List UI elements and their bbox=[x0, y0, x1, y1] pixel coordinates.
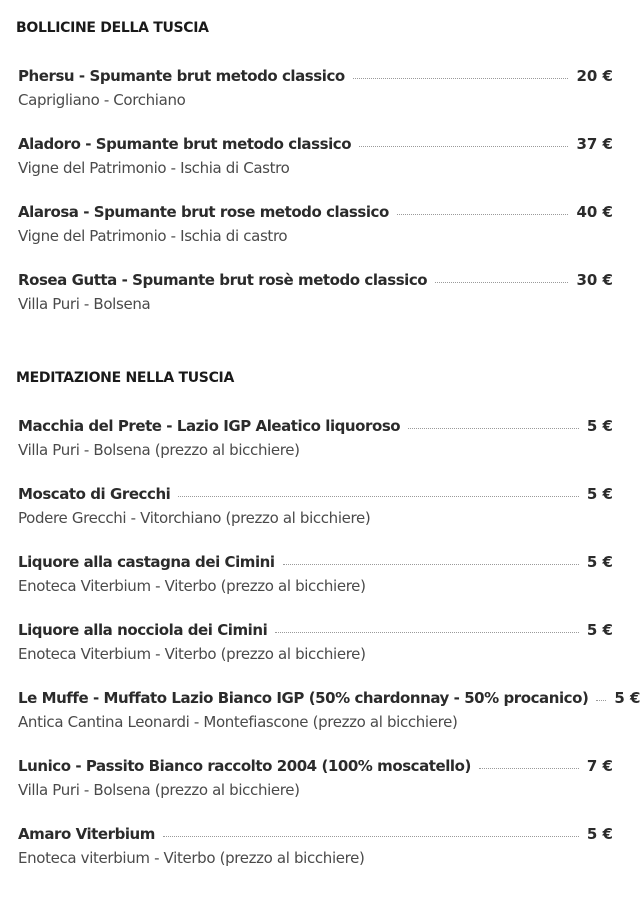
item-name: Lunico - Passito Bianco raccolto 2004 (100% moscatello) bbox=[18, 757, 471, 775]
menu-item bbox=[18, 621, 613, 689]
item-price: 5 € bbox=[614, 689, 640, 707]
meditazione-list bbox=[18, 417, 640, 893]
dotted-leader bbox=[408, 428, 579, 429]
item-name: Alarosa - Spumante brut rose metodo classico bbox=[18, 203, 389, 221]
item-origin: Antica Cantina Leonardi - Montefiascone (prezzo al bicchiere) bbox=[18, 713, 458, 731]
item-name: Le Muffe - Muffato Lazio Bianco IGP (50% chardonnay - 50% procanico) bbox=[18, 689, 589, 707]
item-origin: Enoteca viterbium - Viterbo (prezzo al bicchiere) bbox=[18, 849, 365, 867]
item-price: 5 € bbox=[586, 825, 613, 843]
menu-item bbox=[18, 757, 613, 825]
item-name: Phersu - Spumante brut metodo classico bbox=[18, 67, 345, 85]
item-origin: Villa Puri - Bolsena (prezzo al bicchiere) bbox=[18, 781, 300, 799]
item-price: 40 € bbox=[576, 203, 613, 221]
dotted-leader bbox=[435, 282, 568, 283]
item-price: 5 € bbox=[586, 417, 613, 435]
section-title-bollicine: BOLLICINE DELLA TUSCIA bbox=[16, 20, 209, 36]
dotted-leader bbox=[283, 564, 579, 565]
item-origin: Villa Puri - Bolsena bbox=[18, 295, 151, 313]
dotted-leader bbox=[163, 836, 579, 837]
item-price: 7 € bbox=[586, 757, 613, 775]
item-origin: Caprigliano - Corchiano bbox=[18, 91, 186, 109]
item-origin: Podere Grecchi - Vitorchiano (prezzo al bicchiere) bbox=[18, 509, 371, 527]
bollicine-list bbox=[18, 67, 613, 339]
item-origin: Enoteca Viterbium - Viterbo (prezzo al bicchiere) bbox=[18, 645, 366, 663]
item-price: 37 € bbox=[576, 135, 613, 153]
item-name: Rosea Gutta - Spumante brut rosè metodo classico bbox=[18, 271, 428, 289]
item-name: Aladoro - Spumante brut metodo classico bbox=[18, 135, 352, 153]
item-origin: Vigne del Patrimonio - Ischia di castro bbox=[18, 227, 288, 245]
item-origin: Villa Puri - Bolsena (prezzo al bicchiere) bbox=[18, 441, 300, 459]
item-origin: Vigne del Patrimonio - Ischia di Castro bbox=[18, 159, 290, 177]
menu-item bbox=[18, 553, 613, 621]
item-name: Amaro Viterbium bbox=[18, 825, 155, 843]
item-price: 5 € bbox=[586, 621, 613, 639]
menu-item bbox=[18, 825, 613, 893]
item-name: Liquore alla nocciola dei Cimini bbox=[18, 621, 268, 639]
menu-item bbox=[18, 485, 613, 553]
dotted-leader bbox=[353, 78, 569, 79]
menu-item bbox=[18, 135, 613, 203]
dotted-leader bbox=[479, 768, 579, 769]
item-name: Moscato di Grecchi bbox=[18, 485, 171, 503]
dotted-leader bbox=[359, 146, 568, 147]
item-price: 5 € bbox=[586, 553, 613, 571]
dotted-leader bbox=[397, 214, 569, 215]
item-price: 20 € bbox=[576, 67, 613, 85]
item-name: Macchia del Prete - Lazio IGP Aleatico liquoroso bbox=[18, 417, 401, 435]
menu-item bbox=[18, 271, 613, 339]
menu-item bbox=[18, 67, 613, 135]
item-origin: Enoteca Viterbium - Viterbo (prezzo al bicchiere) bbox=[18, 577, 366, 595]
menu-item bbox=[18, 203, 613, 271]
dotted-leader bbox=[275, 632, 579, 633]
dotted-leader bbox=[596, 700, 606, 701]
dotted-leader bbox=[178, 496, 579, 497]
menu-item bbox=[18, 417, 613, 485]
item-price: 30 € bbox=[576, 271, 613, 289]
menu-item bbox=[18, 689, 640, 757]
item-name: Liquore alla castagna dei Cimini bbox=[18, 553, 275, 571]
section-title-meditazione: MEDITAZIONE NELLA TUSCIA bbox=[16, 370, 234, 386]
item-price: 5 € bbox=[586, 485, 613, 503]
